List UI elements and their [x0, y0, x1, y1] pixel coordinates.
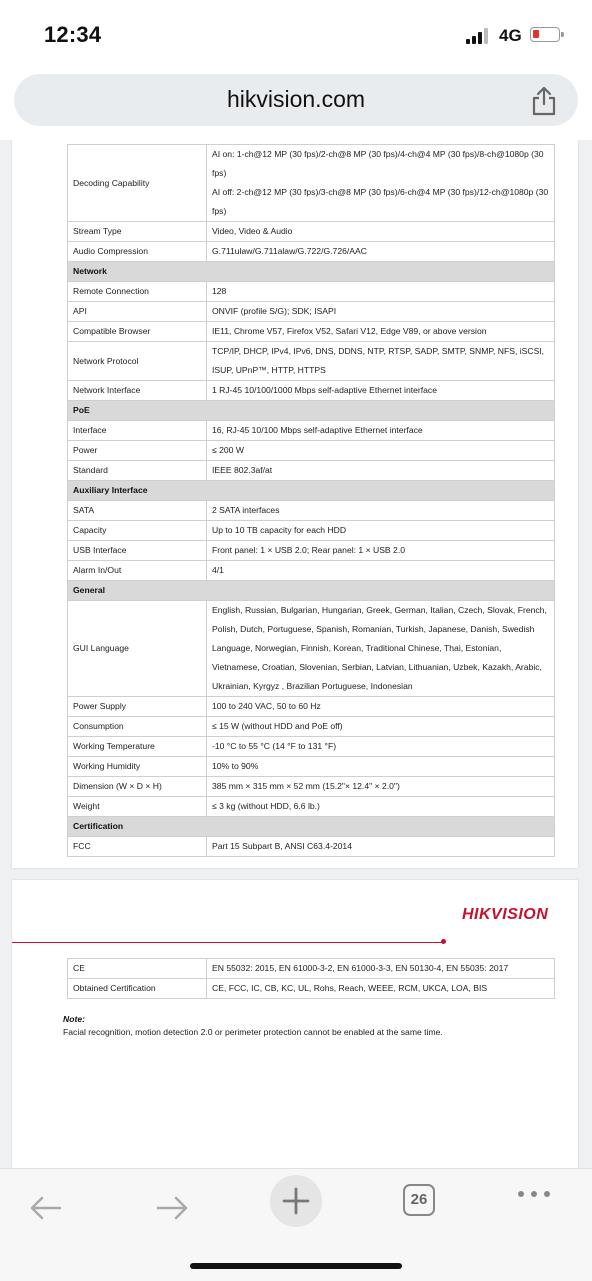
spec-value: G.711ulaw/G.711alaw/G.722/G.726/AAC [207, 242, 555, 262]
spec-key: FCC [68, 837, 207, 857]
table-row [68, 302, 555, 322]
share-icon[interactable] [530, 86, 558, 116]
table-row [68, 242, 555, 262]
section-header [68, 817, 555, 837]
table-row [68, 461, 555, 481]
spec-key: Network Interface [68, 381, 207, 401]
spec-key: Alarm In/Out [68, 561, 207, 581]
spec-value: 4/1 [207, 561, 555, 581]
table-row [68, 837, 555, 857]
spec-value: 10% to 90% [207, 757, 555, 777]
section-header [68, 481, 555, 501]
spec-key: CE [68, 959, 207, 979]
address-bar[interactable] [14, 74, 578, 126]
spec-key: Stream Type [68, 222, 207, 242]
table-row [68, 441, 555, 461]
spec-value: Front panel: 1 × USB 2.0; Rear panel: 1 × USB 2.0 [207, 541, 555, 561]
spec-value: English, Russian, Bulgarian, Hungarian, Greek, German, Italian, Czech, Slovak, French, Polish, Dutch, Portuguese, Spanish, Romanian, Turkish, Japanese, Danish, Swedish Language, Norwegian, Finnish, Korean, Traditional Chinese, Thai, Estonian, Vietnamese, Croatian, Slovenian, Serbian, Latvian, Lithuanian, Uzbek, Kazakh, Arabic, Ukrainian, Kyrgyz , Brazilian Portuguese, Indonesian [207, 601, 555, 697]
spec-table [67, 144, 555, 857]
spec-value: 100 to 240 VAC, 50 to 60 Hz [207, 697, 555, 717]
certification-table [67, 958, 555, 999]
table-row [68, 222, 555, 242]
spec-value: 1 RJ-45 10/100/1000 Mbps self-adaptive Ethernet interface [207, 381, 555, 401]
divider-line [12, 942, 442, 943]
spec-value: ONVIF (profile S/G); SDK; ISAPI [207, 302, 555, 322]
spec-key: Power [68, 441, 207, 461]
home-indicator[interactable] [190, 1263, 402, 1269]
spec-key: Standard [68, 461, 207, 481]
table-row [68, 959, 555, 979]
status-bar [0, 0, 592, 70]
table-row [68, 342, 555, 381]
spec-key: Weight [68, 797, 207, 817]
spec-value: IE11, Chrome V57, Firefox V52, Safari V12, Edge V89, or above version [207, 322, 555, 342]
hikvision-logo: HIKVISION [462, 906, 549, 923]
network-type: 4G [499, 26, 522, 45]
table-row [68, 421, 555, 441]
spec-value: 128 [207, 282, 555, 302]
spec-value: ≤ 3 kg (without HDD, 6.6 lb.) [207, 797, 555, 817]
spec-value: ≤ 200 W [207, 441, 555, 461]
spec-value: EN 55032: 2015, EN 61000-3-2, EN 61000-3-3, EN 50130-4, EN 55035: 2017 [207, 959, 555, 979]
url-text[interactable]: hikvision.com [226, 86, 366, 112]
section-header [68, 581, 555, 601]
status-time: 12:34 [44, 22, 102, 47]
battery-icon [530, 27, 560, 42]
section-title: Auxiliary Interface [68, 481, 555, 501]
new-tab-button[interactable] [270, 1175, 322, 1227]
spec-value: CE, FCC, IC, CB, KC, UL, Rohs, Reach, WEEE, RCM, UKCA, LOA, BIS [207, 979, 555, 999]
section-header [68, 401, 555, 421]
spec-key: Working Temperature [68, 737, 207, 757]
spec-value: IEEE 802.3af/at [207, 461, 555, 481]
pdf-page-2 [12, 880, 578, 1168]
section-title: Certification [68, 817, 555, 837]
spec-value: TCP/IP, DHCP, IPv4, IPv6, DNS, DDNS, NTP, RTSP, SADP, SMTP, SNMP, NFS, iSCSI, ISUP, UPnP™, HTTP, HTTPS [207, 342, 555, 381]
pdf-page-1 [12, 140, 578, 868]
table-row [68, 601, 555, 697]
spec-key: API [68, 302, 207, 322]
more-dots-icon[interactable] [518, 1191, 552, 1201]
spec-key: Compatible Browser [68, 322, 207, 342]
divider-dot [441, 939, 446, 944]
table-row [68, 979, 555, 999]
tabs-icon[interactable]: 26 [403, 1184, 435, 1216]
table-row [68, 757, 555, 777]
spec-key: Remote Connection [68, 282, 207, 302]
section-title: PoE [68, 401, 555, 421]
table-row [68, 797, 555, 817]
table-row [68, 777, 555, 797]
spec-value: 385 mm × 315 mm × 52 mm (15.2"× 12.4" × 2.0") [207, 777, 555, 797]
spec-key: Capacity [68, 521, 207, 541]
spec-value: Up to 10 TB capacity for each HDD [207, 521, 555, 541]
table-row [68, 541, 555, 561]
back-arrow-icon[interactable] [22, 1183, 72, 1233]
table-row [68, 561, 555, 581]
forward-arrow-icon[interactable] [146, 1183, 196, 1233]
table-row [68, 145, 555, 222]
table-row [68, 282, 555, 302]
pdf-viewer[interactable] [0, 140, 592, 1168]
section-header [68, 262, 555, 282]
spec-value: 16, RJ-45 10/100 Mbps self-adaptive Ethernet interface [207, 421, 555, 441]
section-title: General [68, 581, 555, 601]
spec-key: Dimension (W × D × H) [68, 777, 207, 797]
spec-key: Power Supply [68, 697, 207, 717]
spec-value: 2 SATA interfaces [207, 501, 555, 521]
table-row [68, 322, 555, 342]
spec-key: Decoding Capability [68, 145, 207, 222]
spec-key: SATA [68, 501, 207, 521]
signal-icon [466, 28, 492, 44]
spec-key: Network Protocol [68, 342, 207, 381]
table-row [68, 381, 555, 401]
spec-value: Video, Video & Audio [207, 222, 555, 242]
spec-key: USB Interface [68, 541, 207, 561]
table-row [68, 697, 555, 717]
table-row [68, 521, 555, 541]
spec-key: Audio Compression [68, 242, 207, 262]
spec-key: Interface [68, 421, 207, 441]
note-text: Facial recognition, motion detection 2.0 or perimeter protection cannot be enabled at the same time. [63, 1027, 443, 1037]
table-row [68, 737, 555, 757]
browser-toolbar [0, 1168, 592, 1281]
section-title: Network [68, 262, 555, 282]
note-title: Note: [63, 1014, 85, 1024]
spec-value: ≤ 15 W (without HDD and PoE off) [207, 717, 555, 737]
table-row [68, 717, 555, 737]
spec-key: Working Humidity [68, 757, 207, 777]
spec-key: Consumption [68, 717, 207, 737]
spec-key: Obtained Certification [68, 979, 207, 999]
spec-value: AI on: 1-ch@12 MP (30 fps)/2-ch@8 MP (30 fps)/4-ch@4 MP (30 fps)/8-ch@1080p (30 fps) AI off: 2-ch@12 MP (30 fps)/3-ch@8 MP (30 fps)/6-ch@4 MP (30 fps)/12-ch@1080p (30 fps) [207, 145, 555, 222]
spec-key: GUI Language [68, 601, 207, 697]
spec-value: -10 °C to 55 °C (14 °F to 131 °F) [207, 737, 555, 757]
spec-value: Part 15 Subpart B, ANSI C63.4-2014 [207, 837, 555, 857]
plus-icon [270, 1175, 322, 1227]
table-row [68, 501, 555, 521]
